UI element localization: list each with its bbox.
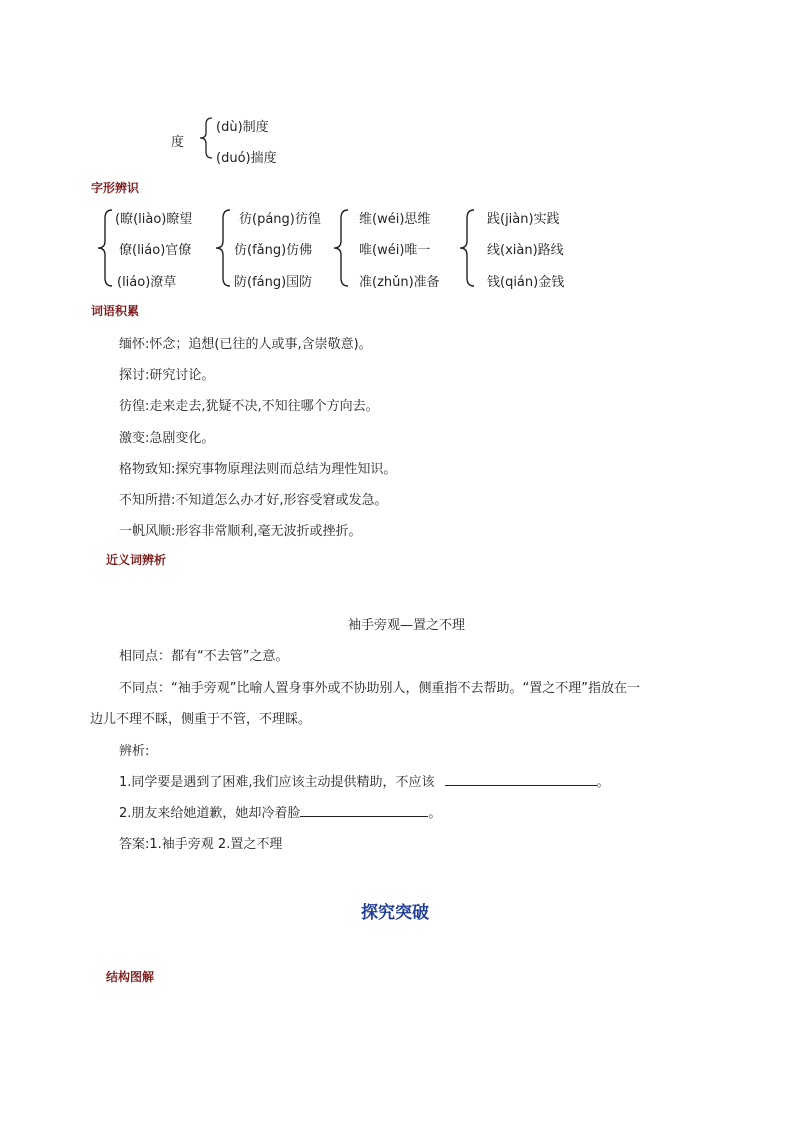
diff-line-1: 不同点：“袖手旁观”比喻人置身事外或不协助别人，侧重指不去帮助。“置之不理”指放在一 — [119, 681, 640, 696]
question-2 — [119, 802, 441, 821]
same-point: 相同点：都有“不去管”之意。 — [119, 649, 289, 664]
section-heading-jiegou: 结构图解 — [106, 970, 155, 984]
ciyu-item: 不知所措:不知道怎么办才好,形容受窘或发急。 — [119, 493, 388, 508]
du-item-1: (dù)制度 — [216, 120, 269, 135]
du-item-2: (duó)揣度 — [216, 151, 277, 166]
zixing-brace-3 — [332, 208, 350, 288]
ciyu-item: 格物致知:探究事物原理法则而总结为理性知识。 — [119, 462, 397, 477]
ciyu-item: 缅怀:怀念；追想(已往的人或事,含崇敬意)。 — [119, 337, 372, 352]
zixing-4-1: 践(jiàn)实践 — [487, 212, 560, 227]
section-heading-tanjiu: 探究突破 — [361, 903, 429, 923]
question-1 — [119, 771, 610, 790]
zixing-2-1: 彷(páng)彷徨 — [239, 212, 321, 227]
zixing-4-3: 钱(qián)金钱 — [487, 275, 565, 290]
zixing-3-2: 唯(wéi)唯一 — [359, 243, 431, 258]
ciyu-item: 探讨:研究讨论。 — [119, 368, 215, 383]
zixing-2-3: 防(fáng)国防 — [234, 275, 313, 290]
du-char: 度 — [171, 135, 185, 150]
zixing-1-2: 僚(liáo)官僚 — [119, 243, 192, 258]
ciyu-item: 彷徨:走来走去,犹疑不决,不知往哪个方向去。 — [119, 399, 379, 414]
question-2-text: 2.朋友来给她道歉，她却冷着脸 — [119, 806, 301, 821]
zixing-3-3: 准(zhǔn)准备 — [359, 275, 440, 290]
section-heading-zixing: 字形辨识 — [91, 181, 140, 195]
jinyi-title: 袖手旁观—置之不理 — [348, 618, 466, 633]
section-heading-ciyu: 词语积累 — [91, 304, 140, 318]
answer-blank-2[interactable] — [300, 802, 428, 817]
zixing-1-1: (瞭(liào)瞭望 — [115, 212, 193, 227]
bianxi-label: 辨析: — [119, 744, 150, 759]
zixing-3-1: 维(wéi)思维 — [359, 212, 431, 227]
ciyu-item: 一帆风顺:形容非常顺利,毫无波折或挫折。 — [119, 524, 362, 539]
answer-blank-1[interactable] — [445, 771, 597, 786]
diff-line-2: 边儿不理不睬，侧重于不管，不理睬。 — [90, 712, 312, 727]
du-brace — [198, 116, 214, 160]
question-1-text: 1.同学要是遇到了困难,我们应该主动提供精助，不应该 — [119, 775, 435, 790]
zixing-brace-2 — [214, 208, 232, 288]
ciyu-item: 激变:急剧变化。 — [119, 431, 215, 446]
zixing-4-2: 线(xiàn)路线 — [487, 243, 564, 258]
answer-line: 答案:1.袖手旁观 2.置之不理 — [119, 837, 283, 852]
zixing-brace-1 — [96, 208, 114, 288]
section-heading-jinyi: 近义词辨析 — [106, 553, 167, 567]
zixing-1-3: (liáo)潦草 — [117, 275, 177, 290]
question-2-end: 。 — [428, 806, 442, 821]
zixing-brace-4 — [458, 208, 476, 288]
zixing-2-2: 仿(fǎng)仿佛 — [234, 243, 313, 258]
question-1-end: 。 — [596, 775, 610, 790]
